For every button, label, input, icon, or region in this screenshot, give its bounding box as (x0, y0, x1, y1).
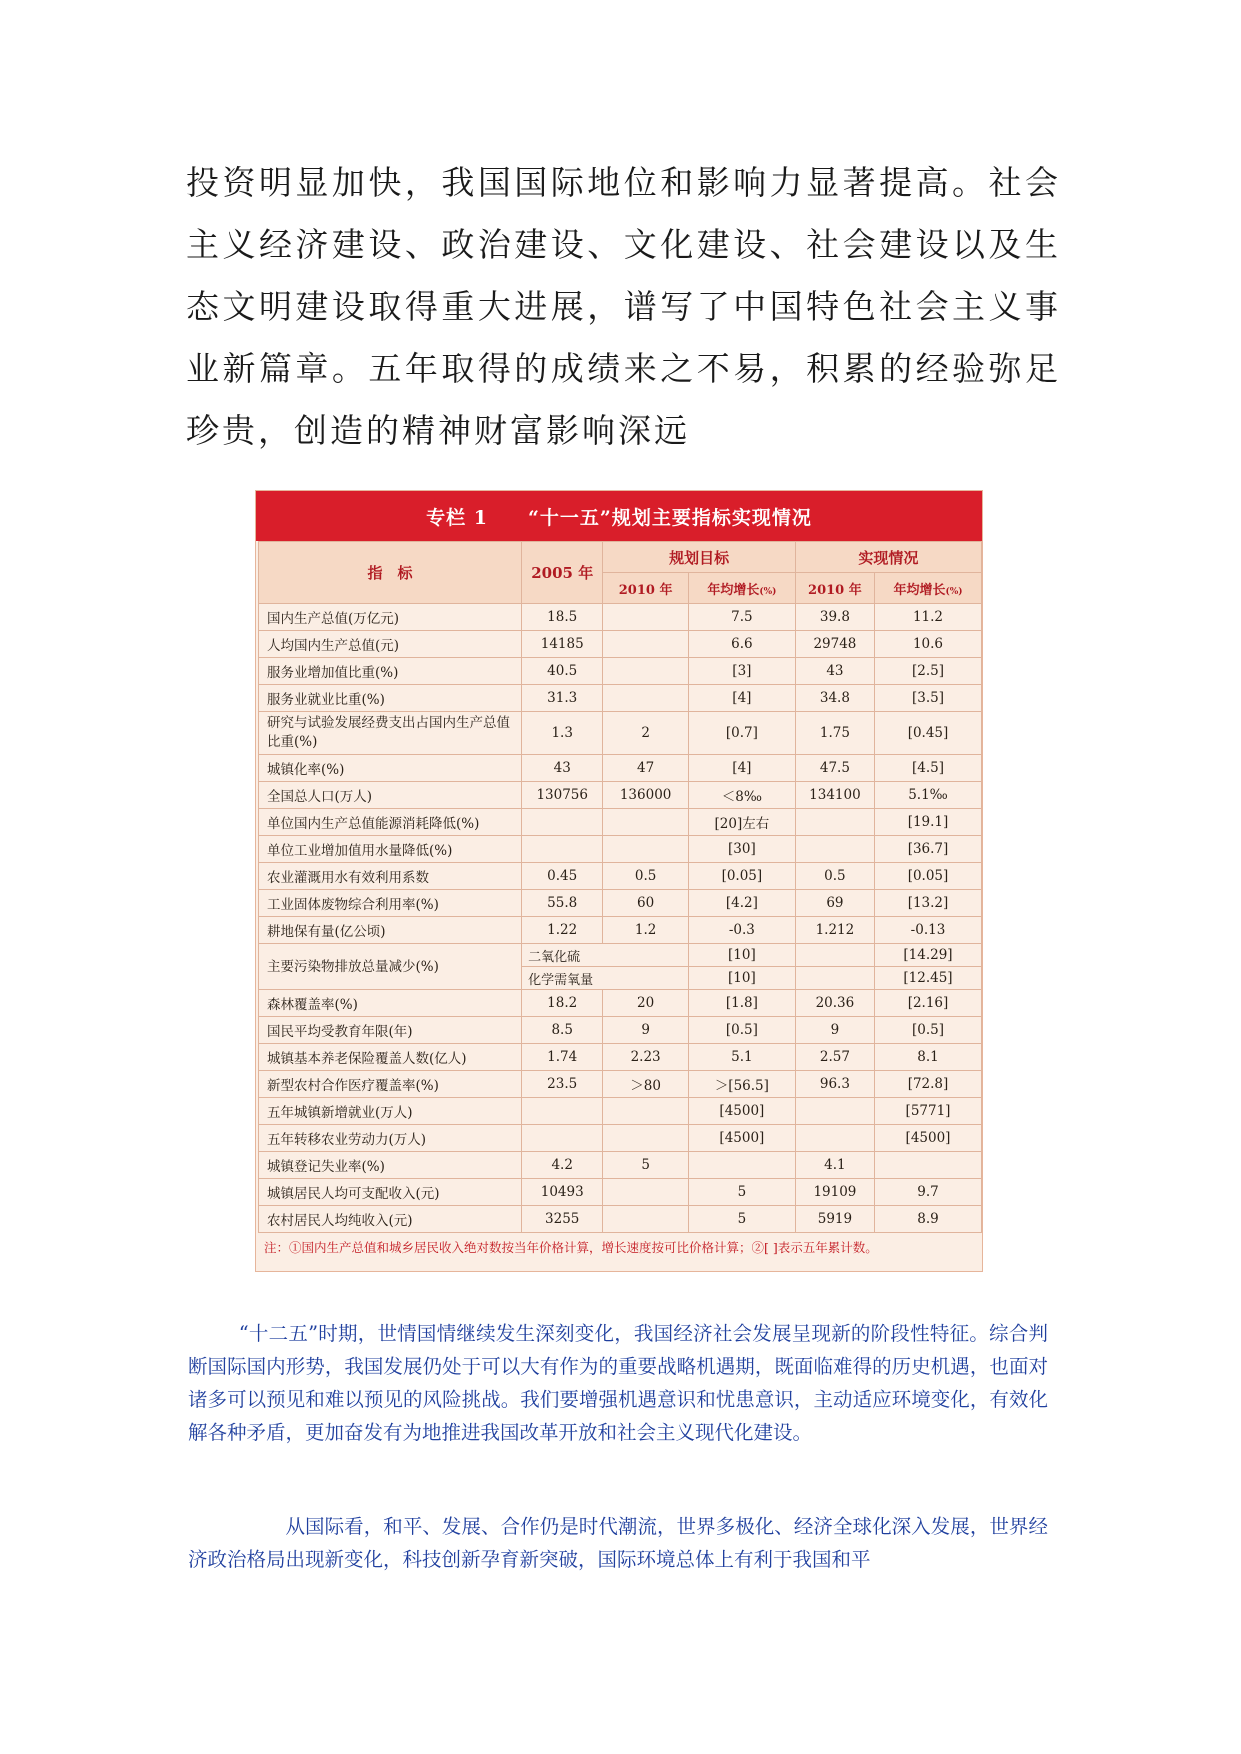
cell-name: 国内生产总值(万亿元) (259, 604, 522, 631)
cell-name: 五年转移农业劳动力(万人) (259, 1125, 522, 1152)
cell-v2005: 23.5 (522, 1071, 603, 1098)
table-row (259, 917, 982, 944)
table-row (259, 809, 982, 836)
cell-plan-growth: [0.5] (688, 1017, 795, 1044)
table-row (259, 990, 982, 1017)
cell-act-growth: 11.2 (874, 604, 981, 631)
cell-act2010: 69 (795, 890, 874, 917)
cell-plan-growth (688, 1152, 795, 1179)
header-plan-2010: 2010 年 (603, 573, 689, 604)
cell-name: 国民平均受教育年限(年) (259, 1017, 522, 1044)
pollutant-actual-2010 (795, 967, 874, 990)
cell-act2010: 29748 (795, 631, 874, 658)
cell-plan2010: 1.2 (603, 917, 689, 944)
cell-plan-growth: [30] (688, 836, 795, 863)
cell-name: 城镇基本养老保险覆盖人数(亿人) (259, 1044, 522, 1071)
cell-plan-growth: -0.3 (688, 917, 795, 944)
cell-act2010: 96.3 (795, 1071, 874, 1098)
table-row (259, 631, 982, 658)
cell-act2010: 1.75 (795, 712, 874, 755)
table-row (259, 944, 982, 967)
pollutant-actual-2010 (795, 944, 874, 967)
pollutant-sub-name: 二氧化硫 (522, 944, 689, 967)
panel-header (256, 491, 982, 541)
table-row (259, 1017, 982, 1044)
cell-act-growth: 9.7 (874, 1179, 981, 1206)
cell-act2010: 2.57 (795, 1044, 874, 1071)
cell-plan2010: ＞80 (603, 1071, 689, 1098)
cell-name: 单位工业增加值用水量降低(%) (259, 836, 522, 863)
cell-act-growth: [5771] (874, 1098, 981, 1125)
header-plan-growth (688, 573, 795, 604)
header-actual-growth-unit: (%) (945, 586, 963, 597)
box-label: 专栏 1 (426, 506, 488, 529)
cell-plan2010 (603, 1098, 689, 1125)
cell-plan-growth: 5.1 (688, 1044, 795, 1071)
header-indicator: 指 标 (259, 542, 522, 604)
cell-plan2010 (603, 1125, 689, 1152)
cell-v2005: 8.5 (522, 1017, 603, 1044)
cell-plan-growth: [4] (688, 685, 795, 712)
table-row (259, 1125, 982, 1152)
table-row (259, 890, 982, 917)
pollutant-sub-name: 化学需氧量 (522, 967, 689, 990)
cell-plan-growth: 7.5 (688, 604, 795, 631)
cell-name: 五年城镇新增就业(万人) (259, 1098, 522, 1125)
header-2005: 2005 年 (522, 542, 603, 604)
cell-act-growth: -0.13 (874, 917, 981, 944)
cell-v2005: 55.8 (522, 890, 603, 917)
table-row (259, 712, 982, 755)
cell-name: 服务业就业比重(%) (259, 685, 522, 712)
cell-name: 城镇化率(%) (259, 755, 522, 782)
cell-plan2010: 47 (603, 755, 689, 782)
cell-act2010: 1.212 (795, 917, 874, 944)
cell-v2005: 14185 (522, 631, 603, 658)
cell-name: 人均国内生产总值(元) (259, 631, 522, 658)
cell-act-growth: [3.5] (874, 685, 981, 712)
cell-act-growth: [4500] (874, 1125, 981, 1152)
table-row (259, 1098, 982, 1125)
cell-act-growth: [4.5] (874, 755, 981, 782)
cell-plan-growth: [4] (688, 755, 795, 782)
cell-act-growth: [0.45] (874, 712, 981, 755)
cell-plan2010: 2 (603, 712, 689, 755)
cell-act-growth: [2.16] (874, 990, 981, 1017)
cell-plan2010: 136000 (603, 782, 689, 809)
cell-plan2010 (603, 1206, 689, 1233)
cell-v2005: 3255 (522, 1206, 603, 1233)
body-paragraph-1: “十二五”时期，世情国情继续发生深刻变化，我国经济社会发展呈现新的阶段性特征。综合判断国际国内形势，我国发展仍处于可以大有作为的重要战略机遇期，既面临难得的历史机遇，也面对诸多可以预见和难以预见的风险挑战。我们要增强机遇意识和忧患意识，主动适应环境变化，有效化解各种矛盾，更加奋发有为地推进我国改革开放和社会主义现代化建设。 (188, 1322, 1048, 1444)
table-row (259, 658, 982, 685)
cell-name: 新型农村合作医疗覆盖率(%) (259, 1071, 522, 1098)
cell-plan-growth: 5 (688, 1179, 795, 1206)
cell-name: 全国总人口(万人) (259, 782, 522, 809)
table-row (259, 836, 982, 863)
intro-paragraph: 投资明显加快，我国国际地位和影响力显著提高。社会主义经济建设、政治建设、文化建设、社会建设以及生态文明建设取得重大进展，谱写了中国特色社会主义事业新篇章。五年取得的成绩来之不易，积累的经验弥足珍贵，创造的精神财富影响深远 (186, 163, 1061, 450)
cell-plan-growth: [0.05] (688, 863, 795, 890)
cell-act-growth: 10.6 (874, 631, 981, 658)
table-row (259, 1179, 982, 1206)
cell-act2010 (795, 809, 874, 836)
cell-name: 农业灌溉用水有效利用系数 (259, 863, 522, 890)
pollutant-plan-growth: [10] (688, 944, 795, 967)
cell-v2005: 10493 (522, 1179, 603, 1206)
cell-plan2010: 20 (603, 990, 689, 1017)
cell-act-growth: [13.2] (874, 890, 981, 917)
table-row (259, 1206, 982, 1233)
cell-name: 城镇登记失业率(%) (259, 1152, 522, 1179)
table-body-bottom (259, 990, 982, 1233)
cell-plan2010 (603, 809, 689, 836)
cell-act-growth: 5.1‰ (874, 782, 981, 809)
cell-v2005: 0.45 (522, 863, 603, 890)
cell-v2005: 1.3 (522, 712, 603, 755)
cell-act-growth: [0.05] (874, 863, 981, 890)
table-body-pollutant (259, 944, 982, 990)
cell-plan-growth: [4.2] (688, 890, 795, 917)
cell-plan2010 (603, 685, 689, 712)
cell-act2010 (795, 1125, 874, 1152)
cell-act2010: 43 (795, 658, 874, 685)
cell-name: 服务业增加值比重(%) (259, 658, 522, 685)
cell-name: 耕地保有量(亿公顷) (259, 917, 522, 944)
cell-v2005 (522, 836, 603, 863)
cell-act2010: 34.8 (795, 685, 874, 712)
header-plan-growth-label: 年均增长 (707, 582, 760, 598)
table-row (259, 863, 982, 890)
cell-plan2010 (603, 1179, 689, 1206)
cell-act2010: 47.5 (795, 755, 874, 782)
cell-name: 森林覆盖率(%) (259, 990, 522, 1017)
cell-name: 研究与试验发展经费支出占国内生产总值比重(%) (259, 712, 522, 755)
cell-name: 单位国内生产总值能源消耗降低(%) (259, 809, 522, 836)
cell-plan-growth: [20]左右 (688, 809, 795, 836)
cell-v2005: 43 (522, 755, 603, 782)
cell-name: 农村居民人均纯收入(元) (259, 1206, 522, 1233)
cell-plan-growth: 5 (688, 1206, 795, 1233)
cell-plan2010: 2.23 (603, 1044, 689, 1071)
cell-act-growth: [2.5] (874, 658, 981, 685)
panel-title: “十一五”规划主要指标实现情况 (527, 506, 812, 529)
cell-act-growth: 8.9 (874, 1206, 981, 1233)
cell-v2005: 1.22 (522, 917, 603, 944)
header-plan-growth-unit: (%) (759, 586, 777, 597)
cell-plan2010 (603, 836, 689, 863)
cell-plan-growth: ＞[56.5] (688, 1071, 795, 1098)
cell-name: 城镇居民人均可支配收入(元) (259, 1179, 522, 1206)
cell-v2005 (522, 809, 603, 836)
cell-act2010: 39.8 (795, 604, 874, 631)
cell-act2010 (795, 1098, 874, 1125)
cell-act-growth: [0.5] (874, 1017, 981, 1044)
cell-plan-growth: [3] (688, 658, 795, 685)
cell-act-growth: 8.1 (874, 1044, 981, 1071)
header-actual-2010: 2010 年 (795, 573, 874, 604)
cell-plan2010: 9 (603, 1017, 689, 1044)
pollutant-group-name: 主要污染物排放总量减少(%) (259, 944, 522, 990)
cell-v2005: 18.2 (522, 990, 603, 1017)
cell-name: 工业固体废物综合利用率(%) (259, 890, 522, 917)
cell-plan-growth: [0.7] (688, 712, 795, 755)
cell-act-growth: [19.1] (874, 809, 981, 836)
cell-act2010: 19109 (795, 1179, 874, 1206)
table-row (259, 604, 982, 631)
cell-act-growth (874, 1152, 981, 1179)
cell-plan-growth: ＜8‰ (688, 782, 795, 809)
table-body-top (259, 604, 982, 944)
pollutant-actual-growth: [14.29] (874, 944, 981, 967)
cell-v2005: 31.3 (522, 685, 603, 712)
cell-act-growth: [72.8] (874, 1071, 981, 1098)
pollutant-plan-growth: [10] (688, 967, 795, 990)
table-row (259, 1044, 982, 1071)
cell-act-growth: [36.7] (874, 836, 981, 863)
cell-plan2010 (603, 604, 689, 631)
indicator-table (258, 541, 982, 1233)
indicator-table-panel (255, 490, 983, 1272)
header-actual: 实现情况 (795, 542, 981, 573)
cell-act2010 (795, 836, 874, 863)
cell-v2005: 40.5 (522, 658, 603, 685)
cell-plan2010: 60 (603, 890, 689, 917)
table-row (259, 755, 982, 782)
cell-plan-growth: 6.6 (688, 631, 795, 658)
cell-act2010: 134100 (795, 782, 874, 809)
body-paragraph-2: 从国际看，和平、发展、合作仍是时代潮流，世界多极化、经济全球化深入发展，世界经济政治格局出现新变化，科技创新孕育新突破，国际环境总体上有利于我国和平 (188, 1515, 1048, 1571)
cell-v2005: 1.74 (522, 1044, 603, 1071)
cell-act2010: 0.5 (795, 863, 874, 890)
cell-v2005 (522, 1098, 603, 1125)
cell-plan2010: 0.5 (603, 863, 689, 890)
cell-v2005: 18.5 (522, 604, 603, 631)
table-row (259, 782, 982, 809)
cell-plan2010 (603, 631, 689, 658)
pollutant-actual-growth: [12.45] (874, 967, 981, 990)
cell-plan2010: 5 (603, 1152, 689, 1179)
header-actual-growth-label: 年均增长 (893, 582, 946, 598)
header-actual-growth (874, 573, 981, 604)
cell-v2005 (522, 1125, 603, 1152)
header-plan-target: 规划目标 (603, 542, 796, 573)
table-note: 注：①国内生产总值和城乡居民收入绝对数按当年价格计算，增长速度按可比价格计算；②[ ]表示五年累计数。 (264, 1240, 878, 1255)
cell-plan-growth: [4500] (688, 1098, 795, 1125)
cell-plan-growth: [1.8] (688, 990, 795, 1017)
cell-act2010: 5919 (795, 1206, 874, 1233)
table-row (259, 1071, 982, 1098)
cell-act2010: 9 (795, 1017, 874, 1044)
cell-v2005: 130756 (522, 782, 603, 809)
cell-act2010: 20.36 (795, 990, 874, 1017)
cell-plan2010 (603, 658, 689, 685)
table-row (259, 685, 982, 712)
cell-plan-growth: [4500] (688, 1125, 795, 1152)
table-row (259, 1152, 982, 1179)
cell-v2005: 4.2 (522, 1152, 603, 1179)
cell-act2010: 4.1 (795, 1152, 874, 1179)
